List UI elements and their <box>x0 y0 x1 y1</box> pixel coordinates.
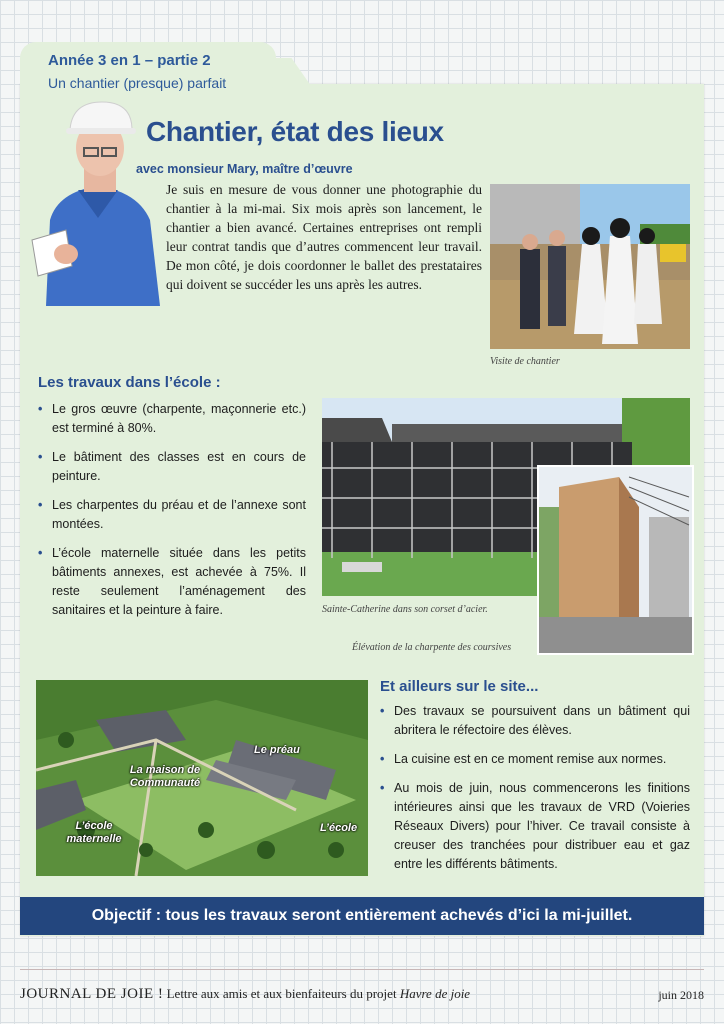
article-intro: Je suis en mesure de vous donner une photographie du chantier à la mi-mai. Six mois après son lancement, le chantier a bien avancé. Certaines entreprises ont rempli leur contrat tandis que d’autres commencent leur travail. De mon côté, je dois coordonner le ballet des prestataires qui doivent se succéder les uns après les autres. <box>166 182 482 292</box>
school-works-list <box>38 400 306 630</box>
map-label-ecole: L’école <box>320 822 358 834</box>
list-item: • La cuisine est en ce moment remise aux normes. <box>380 750 690 769</box>
aerial-map <box>36 680 368 876</box>
section-subkicker: Un chantier (presque) parfait <box>48 75 227 91</box>
footer-text: Lettre aux amis et aux bienfaiteurs du projet <box>166 986 397 1001</box>
timber-frame-photo <box>537 465 694 655</box>
map-label-preau: Le préau <box>254 744 300 756</box>
section-kicker: Année 3 en 1 – partie 2 <box>48 52 211 69</box>
list-item: • Le gros œuvre (charpente, maçonnerie etc.) est terminé à 80%. <box>38 400 306 438</box>
article-byline: avec monsieur Mary, maître d’œuvre <box>136 162 353 176</box>
list-item: • Au mois de juin, nous commencerons les finitions intérieures ainsi que les travaux de VRD (Voieries Réseaux Divers) pour l’hiver. Ce travail consiste à creuser des tranchées pour distribuer eau et gaz entre les différents bâtiments. <box>380 779 690 874</box>
list-item: • L’école maternelle située dans les petits bâtiments annexes, est achevée à 75%. Il reste seulement l’aménagement des sanitaires et la peinture à faire. <box>38 544 306 620</box>
list-item: • Des travaux se poursuivent dans un bâtiment qui abritera le réfectoire des élèves. <box>380 702 690 740</box>
elsewhere-title: Et ailleurs sur le site... <box>380 678 539 695</box>
footer-project: Havre de joie <box>399 986 471 1001</box>
footer-brand: JOURNAL DE JOIE ! <box>20 986 164 1002</box>
objective-banner: Objectif : tous les travaux seront entièrement achevés d’ici la mi-juillet. <box>20 897 704 935</box>
map-label-maison: La maison de Communauté <box>129 764 201 789</box>
timber-frame-caption: Élévation de la charpente des coursives <box>352 642 512 653</box>
map-label-maternelle: L’école maternelle <box>66 820 122 845</box>
list-item: • Les charpentes du préau et de l’annexe sont montées. <box>38 496 306 534</box>
site-visit-photo <box>490 184 690 349</box>
footer-masthead <box>20 986 470 1003</box>
footer-date: juin 2018 <box>658 988 704 1002</box>
article-title: Chantier, état des lieux <box>146 116 444 147</box>
elsewhere-list <box>380 702 690 884</box>
site-visit-caption: Visite de chantier <box>490 356 560 367</box>
school-works-title: Les travaux dans l’école : <box>38 374 221 391</box>
list-item: • Le bâtiment des classes est en cours de peinture. <box>38 448 306 486</box>
scaffold-caption: Sainte-Catherine dans son corset d’acier. <box>322 604 488 615</box>
footer-divider <box>20 969 704 970</box>
